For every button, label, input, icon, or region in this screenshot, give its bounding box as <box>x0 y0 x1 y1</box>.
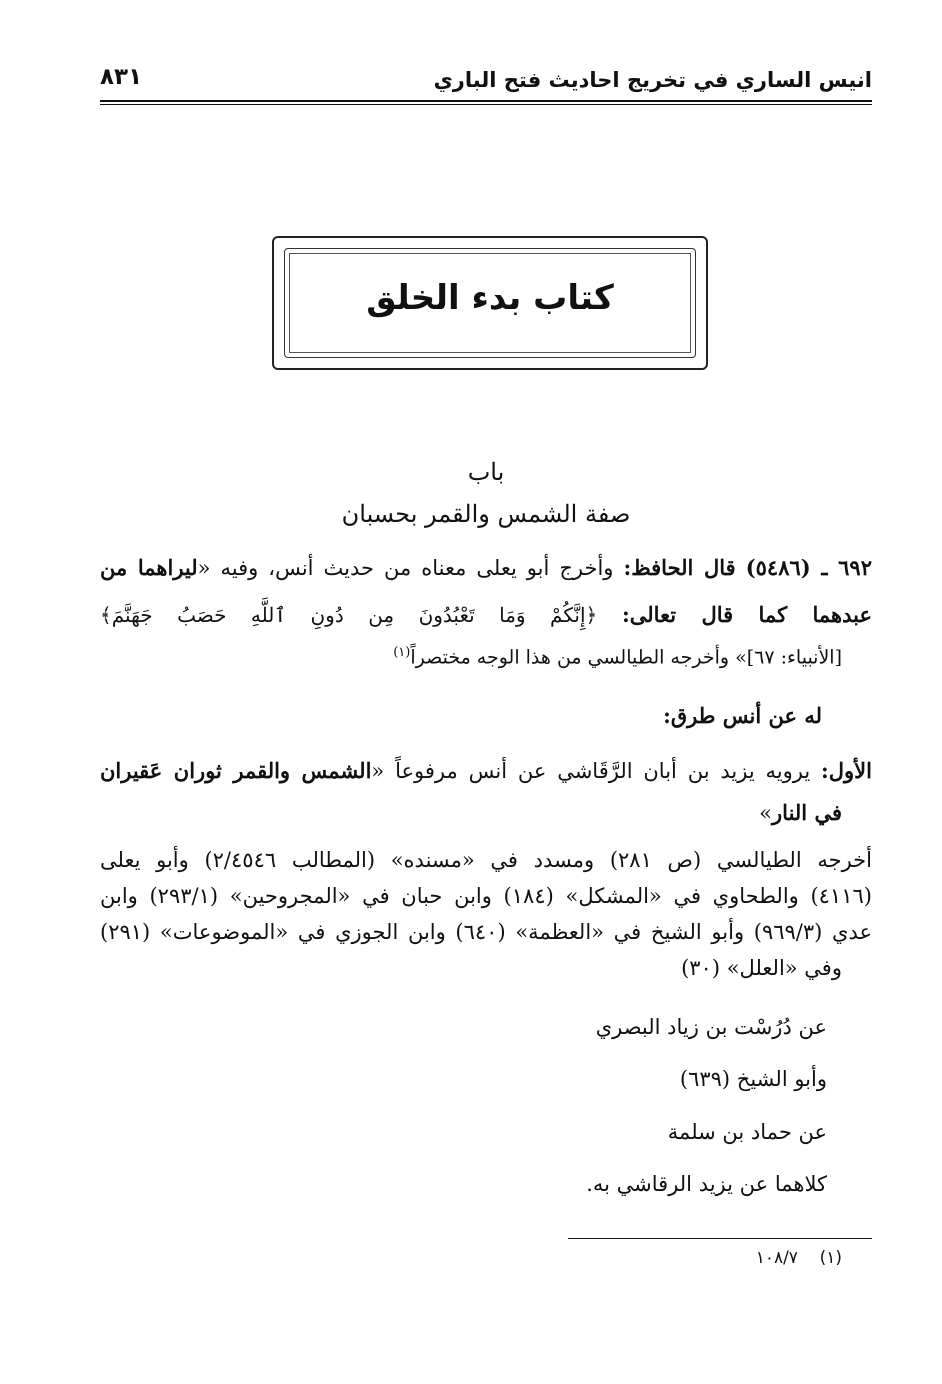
first-path-label: الأول: <box>821 758 872 783</box>
first-path-text: يرويه يزيد بن أبان الرَّقَاشي عن أنس مرفوعاً « <box>371 759 811 783</box>
first-path-close-quote: » <box>759 801 773 825</box>
footnote-marker: (١) <box>819 1248 842 1268</box>
takhrij-line-3 <box>100 920 872 944</box>
hadith-quote-start: ليراهما من <box>100 555 198 580</box>
takhrij-text-3: عدي (٩٦٩/٣) وأبو الشيخ في «العظمة» (٦٤٠) وابن الجوزي في «الموضوعات» (٢٩١) <box>100 920 873 944</box>
hadith-line-3 <box>393 645 842 668</box>
chain-line-2: وأبو الشيخ (٦٣٩) <box>679 1067 827 1091</box>
hafiz-said: قال الحافظ: <box>623 555 736 580</box>
page-number: ٨٣١ <box>100 64 143 90</box>
book-title-frame <box>272 236 708 370</box>
hadith-line-2 <box>100 602 872 627</box>
book-title: كتاب بدء الخلق <box>366 278 614 318</box>
chain-line-4: كلاهما عن يزيد الرقاشي به. <box>586 1172 827 1196</box>
hadith-quote-continued: عبدهما كما قال تعالى: <box>622 602 872 627</box>
paths-heading-line <box>663 703 822 728</box>
hadith-line-1 <box>100 555 872 580</box>
chapter-label: باب <box>467 458 505 486</box>
paths-heading: له عن أنس طرق: <box>663 703 822 728</box>
verse-reference-text: [الأنبياء: ٦٧]» وأخرجه الطيالسي من هذا الوجه مختصراً <box>410 646 842 669</box>
running-header <box>100 62 872 102</box>
takhrij-line-1 <box>100 848 872 872</box>
takhrij-text-2: (٤١١٦) والطحاوي في «المشكل» (١٨٤) وابن حبان في «المجروحين» (٢٩٣/١) وابن <box>100 884 872 908</box>
running-header-title: انيس الساري في تخريج احاديث فتح الباري <box>433 68 872 92</box>
footnote-rule <box>568 1238 872 1239</box>
takhrij-text-1: أخرجه الطيالسي (ص ٢٨١) ومسدد في «مسنده» (المطالب ٢/٤٥٤٦) وأبو يعلى <box>100 848 872 872</box>
takhrij-text-4: وفي «العلل» (٣٠) <box>681 956 842 980</box>
quran-verse: ﴿إِنَّكُمْ وَمَا تَعْبُدُونَ مِن دُونِ ٱللَّهِ حَصَبُ جَهَنَّمَ﴾ <box>100 603 598 627</box>
header-rule-thin <box>100 104 872 105</box>
chapter-title: صفة الشمس والقمر بحسبان <box>341 500 631 528</box>
hadith-number: ٦٩٢ ـ (٥٤٨٦) <box>745 555 872 580</box>
header-rule <box>100 100 872 102</box>
chain-line-1: عن دُرُسْت بن زياد البصري <box>595 1015 827 1039</box>
hadith-intro-text: وأخرج أبو يعلى معناه من حديث أنس، وفيه « <box>197 556 614 580</box>
first-path-quote: الشمس والقمر ثوران عَقيران <box>100 758 372 783</box>
takhrij-line-4 <box>681 956 842 980</box>
first-path-quote-end: في النار <box>772 800 842 825</box>
footnote <box>756 1248 842 1268</box>
takhrij-line-2 <box>100 884 872 908</box>
first-path-line-2 <box>759 800 842 825</box>
chain-line-3: عن حماد بن سلمة <box>667 1120 827 1144</box>
footnote-text: ١٠٨/٧ <box>755 1248 798 1268</box>
first-path-line-1 <box>100 758 872 783</box>
footnote-ref: (١) <box>393 645 411 660</box>
